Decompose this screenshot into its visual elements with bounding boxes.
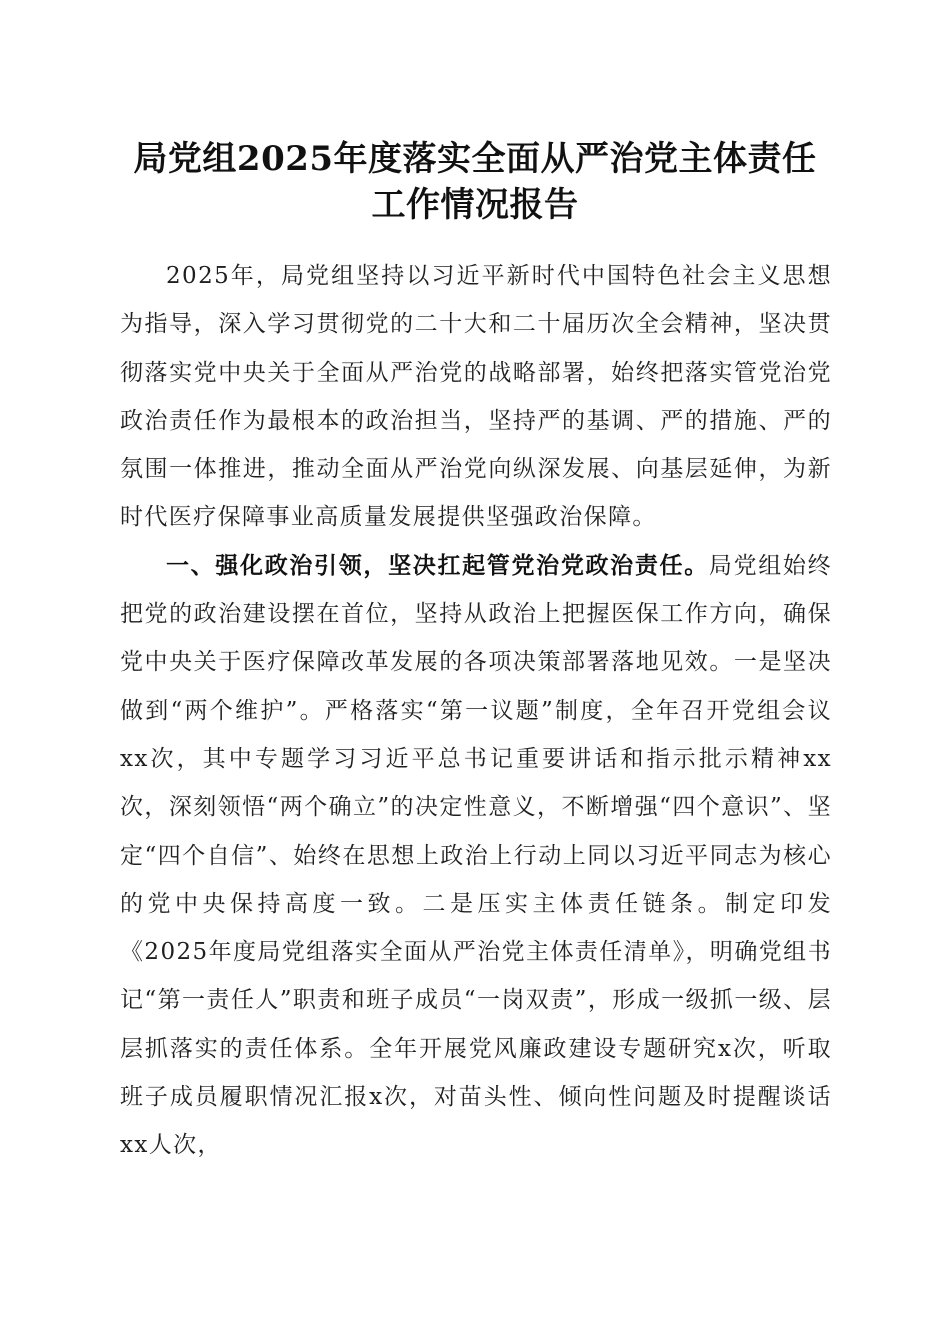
section-heading: 一、强化政治引领，坚决扛起管党治党政治责任。	[166, 552, 709, 579]
document-title	[0, 136, 950, 228]
title-line-1: 局党组2025年度落实全面从严治党主体责任	[133, 139, 817, 179]
document-body	[120, 252, 832, 1170]
intro-paragraph	[120, 252, 832, 542]
section-1-paragraph	[120, 542, 832, 1170]
paragraph-text: 2025年，局党组坚持以习近平新时代中国特色社会主义思想为指导，深入学习贯彻党的二十大和二十届历次全会精神，坚决贯彻落实党中央关于全面从严治党的战略部署，始终把落实管党治党政治责任作为最根本的政治担当，坚持严的基调、严的措施、严的氛围一体推进，推动全面从严治党向纵深发展、向基层延伸，为新时代医疗保障事业高质量发展提供坚强政治保障。	[120, 263, 832, 531]
title-line-2: 工作情况报告	[371, 185, 579, 225]
paragraph-text: 局党组始终把党的政治建设摆在首位，坚持从政治上把握医保工作方向，确保党中央关于医疗保障改革发展的各项决策部署落地见效。一是坚决做到“两个维护”。严格落实“第一议题”制度，全年召开党组会议xx次，其中专题学习习近平总书记重要讲话和指示批示精神xx次，深刻领悟“两个确立”的决定性意义，不断增强“四个意识”、坚定“四个自信”、始终在思想上政治上行动上同以习近平同志为核心的党中央保持高度一致。二是压实主体责任链条。制定印发《2025年度局党组落实全面从严治党主体责任清单》，明确党组书记“第一责任人”职责和班子成员“一岗双责”，形成一级抓一级、层层抓落实的责任体系。全年开展党风廉政建设专题研究x次，听取班子成员履职情况汇报x次，对苗头性、倾向性问题及时提醒谈话xx人次，	[120, 552, 832, 1159]
